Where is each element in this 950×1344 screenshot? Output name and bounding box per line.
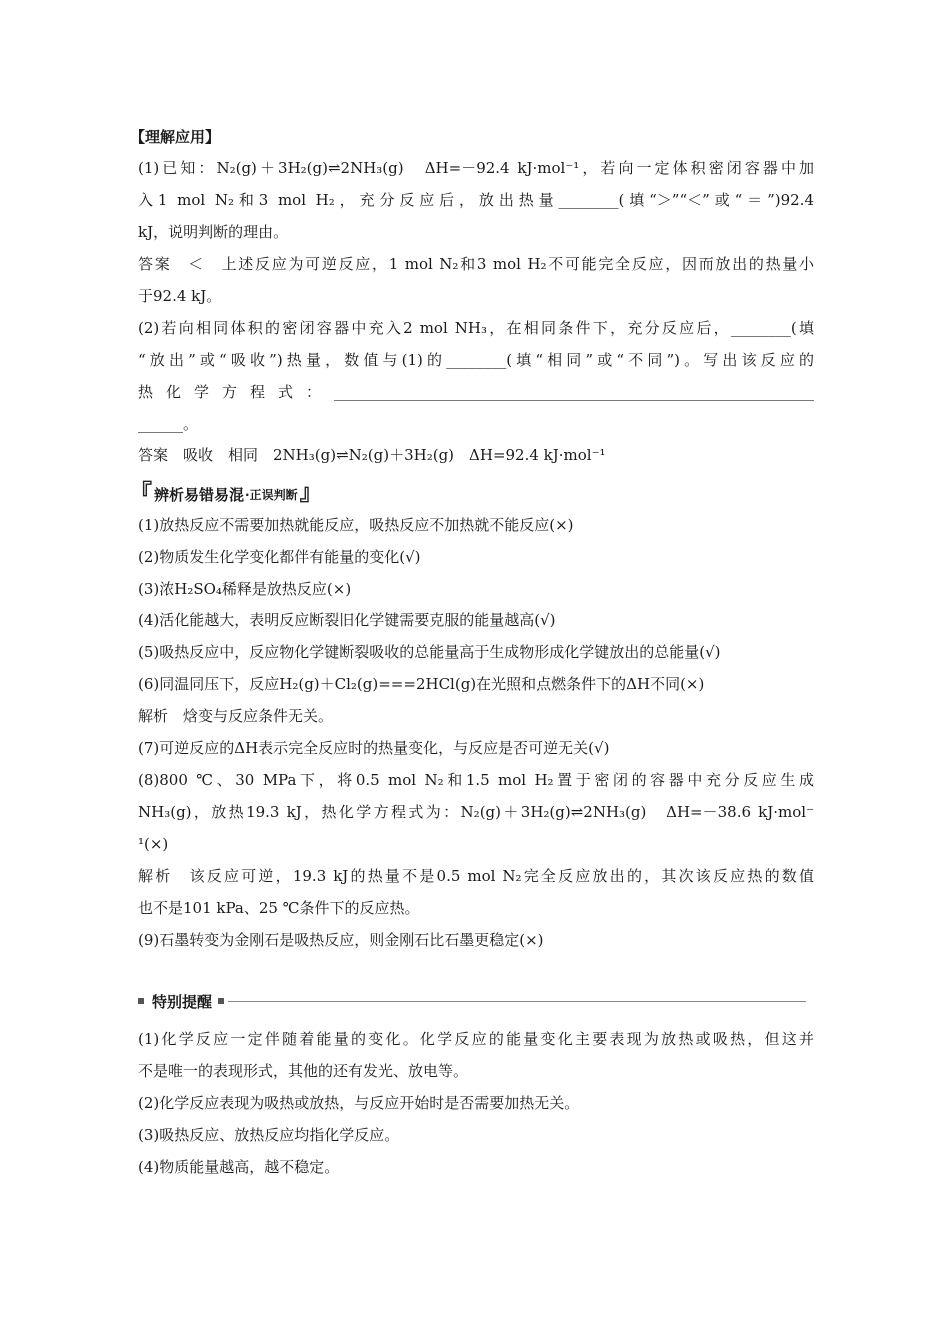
answer-1-line-1: 答案 ＜ 上述反应为可逆反应，1 mol N₂和3 mol H₂不可能完全反应，因而放出的热量小 <box>138 255 814 273</box>
square-bullet-icon <box>138 998 144 1004</box>
question-1-line-3: kJ，说明判断的理由。 <box>138 223 289 241</box>
judge-item-4: (4)活化能越大，表明反应断裂旧化学键需要克服的能量越高(√) <box>138 611 556 629</box>
special-reminder-header <box>138 990 806 1012</box>
judge-item-8-line-1: (8)800 ℃、30 MPa下，将0.5 mol N₂和1.5 mol H₂置于密闭的容器中充分反应生成 <box>138 771 814 789</box>
header-open-bracket: 『 <box>130 481 153 506</box>
square-bullet-icon <box>218 998 224 1004</box>
judge-item-6: (6)同温同压下，反应H₂(g)＋Cl₂(g)===2HCl(g)在光照和点燃条件下的ΔH不同(×) <box>138 675 705 693</box>
tip-line-1: (1)化学反应一定伴随着能量的变化。化学反应的能量变化主要表现为放热或吸热，但这并 <box>138 1030 814 1048</box>
header-subtitle: ·正误判断 <box>245 487 298 502</box>
tip-line-2: 不是唯一的表现形式，其他的还有发光、放电等。 <box>138 1062 469 1080</box>
question-2-line-2: “放出”或“吸收”)热量，数值与(1)的________(填“相同”或“不同”)。写出该反应的 <box>138 351 814 369</box>
judge-item-8-line-2: NH₃(g)，放热19.3 kJ，热化学方程式为：N₂(g)＋3H₂(g)⇌2NH₃(g) ΔH=－38.6 kJ·mol⁻ <box>138 803 814 821</box>
judge-section-header <box>130 483 322 505</box>
header-title: 辨析易错易混 <box>154 485 245 504</box>
judge-analysis-6: 解析 焓变与反应条件无关。 <box>138 707 334 725</box>
section-title: 【理解应用】 <box>130 128 221 146</box>
answer-2: 答案 吸收 相同 2NH₃(g)⇌N₂(g)＋3H₂(g) ΔH=92.4 kJ·mol⁻¹ <box>138 446 606 464</box>
judge-item-9: (9)石墨转变为金刚石是吸热反应，则金刚石比石墨更稳定(×) <box>138 931 544 949</box>
question-2-line-3: 热化学方程式：________________________________________________________________ <box>138 383 814 401</box>
question-1-line-2: 入1 mol N₂和3 mol H₂，充分反应后，放出热量________(填“＞”“＜”或“＝”)92.4 <box>138 191 814 209</box>
judge-item-7: (7)可逆反应的ΔH表示完全反应时的热量变化，与反应是否可逆无关(√) <box>138 739 610 757</box>
judge-item-5: (5)吸热反应中，反应物化学键断裂吸收的总能量高于生成物形成化学键放出的总能量(√) <box>138 643 721 661</box>
judge-item-1: (1)放热反应不需要加热就能反应，吸热反应不加热就不能反应(×) <box>138 516 574 534</box>
judge-analysis-8-line-1: 解析 该反应可逆，19.3 kJ的热量不是0.5 mol N₂完全反应放出的，其次该反应热的数值 <box>138 867 814 885</box>
judge-item-2: (2)物质发生化学变化都伴有能量的变化(√) <box>138 548 421 566</box>
question-1-line-1: (1)已知：N₂(g)＋3H₂(g)⇌2NH₃(g) ΔH=－92.4 kJ·mol⁻¹，若向一定体积密闭容器中加 <box>138 159 814 177</box>
tip-line-4: (3)吸热反应、放热反应均指化学反应。 <box>138 1126 400 1144</box>
question-2-line-1: (2)若向相同体积的密闭容器中充入2 mol NH₃，在相同条件下，充分反应后，________(填 <box>138 319 814 337</box>
header-close-bracket: 』 <box>299 481 322 506</box>
tip-line-3: (2)化学反应表现为吸热或放热，与反应开始时是否需要加热无关。 <box>138 1094 580 1112</box>
special-reminder-title: 特别提醒 <box>152 992 213 1011</box>
divider-line <box>228 1001 806 1002</box>
answer-1-line-2: 于92.4 kJ。 <box>138 287 222 305</box>
judge-item-8-line-3: ¹(×) <box>138 835 169 853</box>
judge-item-3: (3)浓H₂SO₄稀释是放热反应(×) <box>138 580 352 598</box>
tip-line-5: (4)物质能量越高，越不稳定。 <box>138 1158 340 1176</box>
question-2-line-4: ______。 <box>138 415 199 433</box>
judge-analysis-8-line-2: 也不是101 kPa、25 ℃条件下的反应热。 <box>138 899 420 917</box>
